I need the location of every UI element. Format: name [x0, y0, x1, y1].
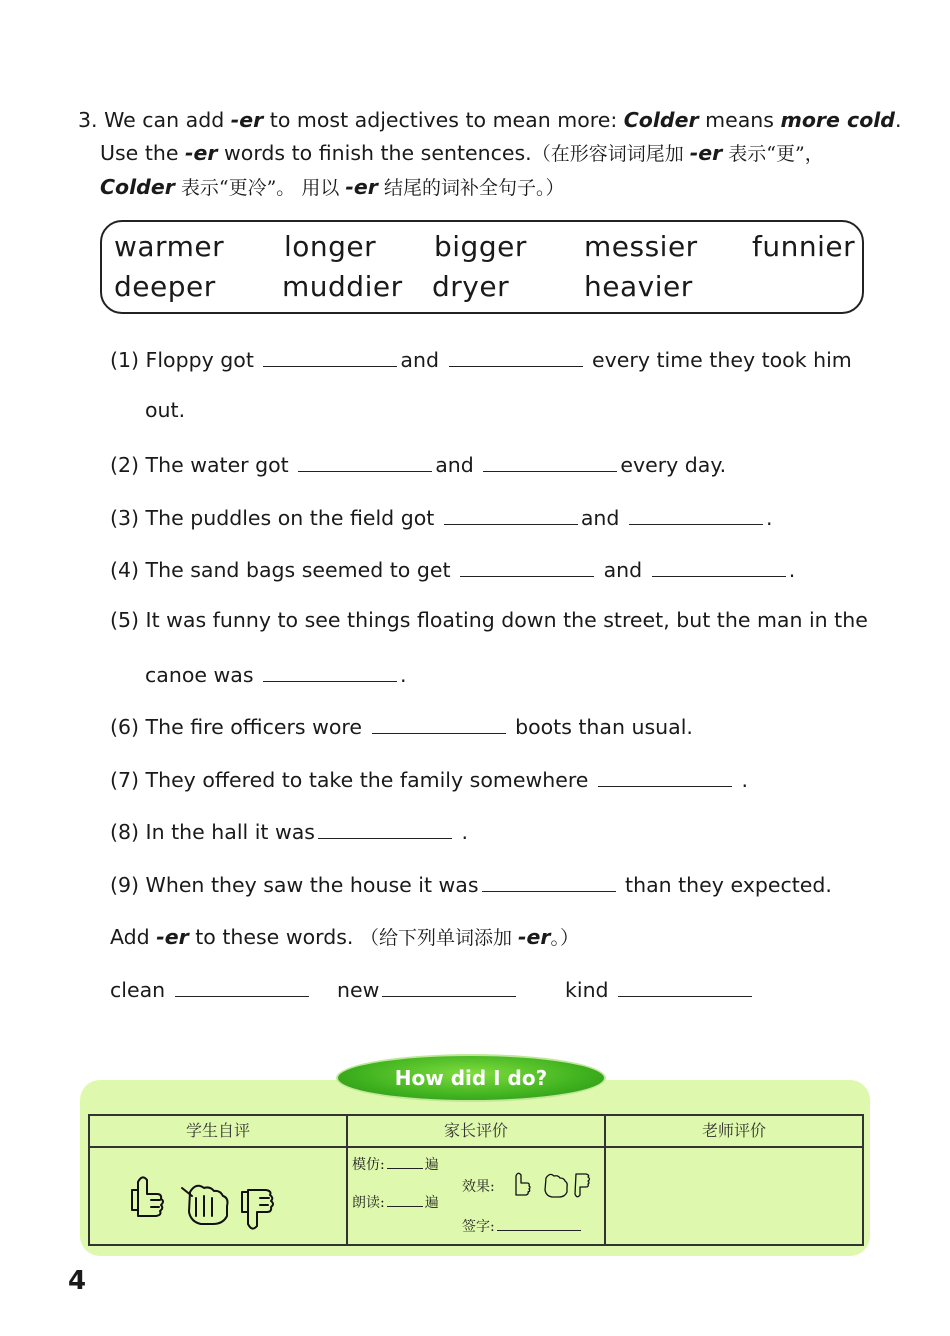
sign-row: 签字: — [462, 1216, 581, 1236]
add-er-word-kind: kind — [565, 976, 755, 1002]
add-er-word-clean: clean — [110, 976, 312, 1002]
evaluation-title: How did I do? — [336, 1054, 606, 1102]
answer-blank[interactable] — [483, 451, 617, 472]
question-3: (3) The puddles on the field got and . — [110, 506, 773, 530]
student-self-eval-cell — [89, 1147, 347, 1245]
ok-hand-icon[interactable] — [545, 1174, 567, 1197]
question-5: (5) It was funny to see things floating down the street, but the man in the — [110, 608, 868, 632]
effect-row: 效果: — [462, 1179, 495, 1195]
word-bank-item: messier — [584, 230, 698, 263]
add-er-instruction: Add -er to these words. （给下列单词添加 -er。） — [110, 925, 580, 949]
question-4: (4) The sand bags seemed to get and . — [110, 558, 796, 582]
thumbs-up-icon[interactable] — [516, 1173, 530, 1195]
question-6: (6) The fire officers wore boots than usual. — [110, 715, 693, 739]
question-7: (7) They offered to take the family somewhere . — [110, 768, 749, 792]
page-number: 4 — [68, 1266, 87, 1296]
instruction-line-1: 3. We can add -er to most adjectives to mean more: Colder means more cold. — [78, 108, 902, 132]
answer-blank[interactable] — [298, 451, 432, 472]
answer-blank[interactable] — [382, 976, 516, 997]
answer-blank[interactable] — [444, 504, 578, 525]
answer-blank[interactable] — [482, 871, 616, 892]
instruction-line-2: Use the -er words to finish the sentences.（在形容词词尾加 -er 表示“更”， — [100, 141, 824, 165]
word-bank-item: deeper — [114, 270, 216, 303]
question-9: (9) When they saw the house it was than they expected. — [110, 873, 832, 897]
answer-blank[interactable] — [629, 504, 763, 525]
parent-eval-cell — [347, 1147, 605, 1245]
answer-blank[interactable] — [318, 818, 452, 839]
word-bank-item: longer — [284, 230, 377, 263]
word-bank-item: muddier — [282, 270, 403, 303]
instruction — [78, 104, 902, 205]
word-bank — [100, 220, 864, 314]
answer-blank[interactable] — [598, 766, 732, 787]
read-count-blank[interactable] — [387, 1194, 423, 1207]
question-2: (2) The water got and every day. — [110, 453, 727, 477]
answer-blank[interactable] — [372, 713, 506, 734]
teacher-eval-cell[interactable] — [605, 1147, 863, 1245]
imitate-row: 模仿: 遍 — [352, 1157, 439, 1173]
thumbs-down-icon[interactable] — [242, 1190, 273, 1229]
answer-blank[interactable] — [618, 976, 752, 997]
header-parent: 家长评价 — [347, 1115, 605, 1147]
thumbs-up-icon[interactable] — [132, 1177, 163, 1216]
question-1-continued: out. — [145, 398, 186, 422]
question-8: (8) In the hall it was . — [110, 820, 469, 844]
question-1: (1) Floppy got and every time they took him — [110, 348, 852, 372]
evaluation-table — [88, 1114, 864, 1246]
ok-hand-icon[interactable] — [182, 1186, 228, 1224]
answer-blank[interactable] — [449, 346, 583, 367]
effect-hand-icons — [510, 1166, 602, 1200]
answer-blank[interactable] — [460, 556, 594, 577]
word-bank-item: dryer — [432, 270, 510, 303]
instruction-line-3: Colder 表示“更冷”。 用以 -er 结尾的词补全句子。） — [100, 175, 565, 199]
word-bank-item: warmer — [114, 230, 225, 263]
answer-blank[interactable] — [263, 346, 397, 367]
thumbs-down-icon[interactable] — [575, 1174, 590, 1197]
hand-rating-icons — [90, 1148, 346, 1244]
word-bank-item: bigger — [434, 230, 527, 263]
question-5-continued: canoe was . — [145, 663, 407, 687]
header-teacher: 老师评价 — [605, 1115, 863, 1147]
imitate-count-blank[interactable] — [387, 1156, 423, 1169]
word-bank-item: heavier — [584, 270, 693, 303]
answer-blank[interactable] — [175, 976, 309, 997]
word-bank-item: funnier — [752, 230, 856, 263]
answer-blank[interactable] — [652, 556, 786, 577]
header-student: 学生自评 — [89, 1115, 347, 1147]
sign-blank[interactable] — [497, 1218, 581, 1231]
read-row: 朗读: 遍 — [352, 1195, 439, 1211]
add-er-word-new: new — [337, 976, 519, 1002]
answer-blank[interactable] — [263, 661, 397, 682]
